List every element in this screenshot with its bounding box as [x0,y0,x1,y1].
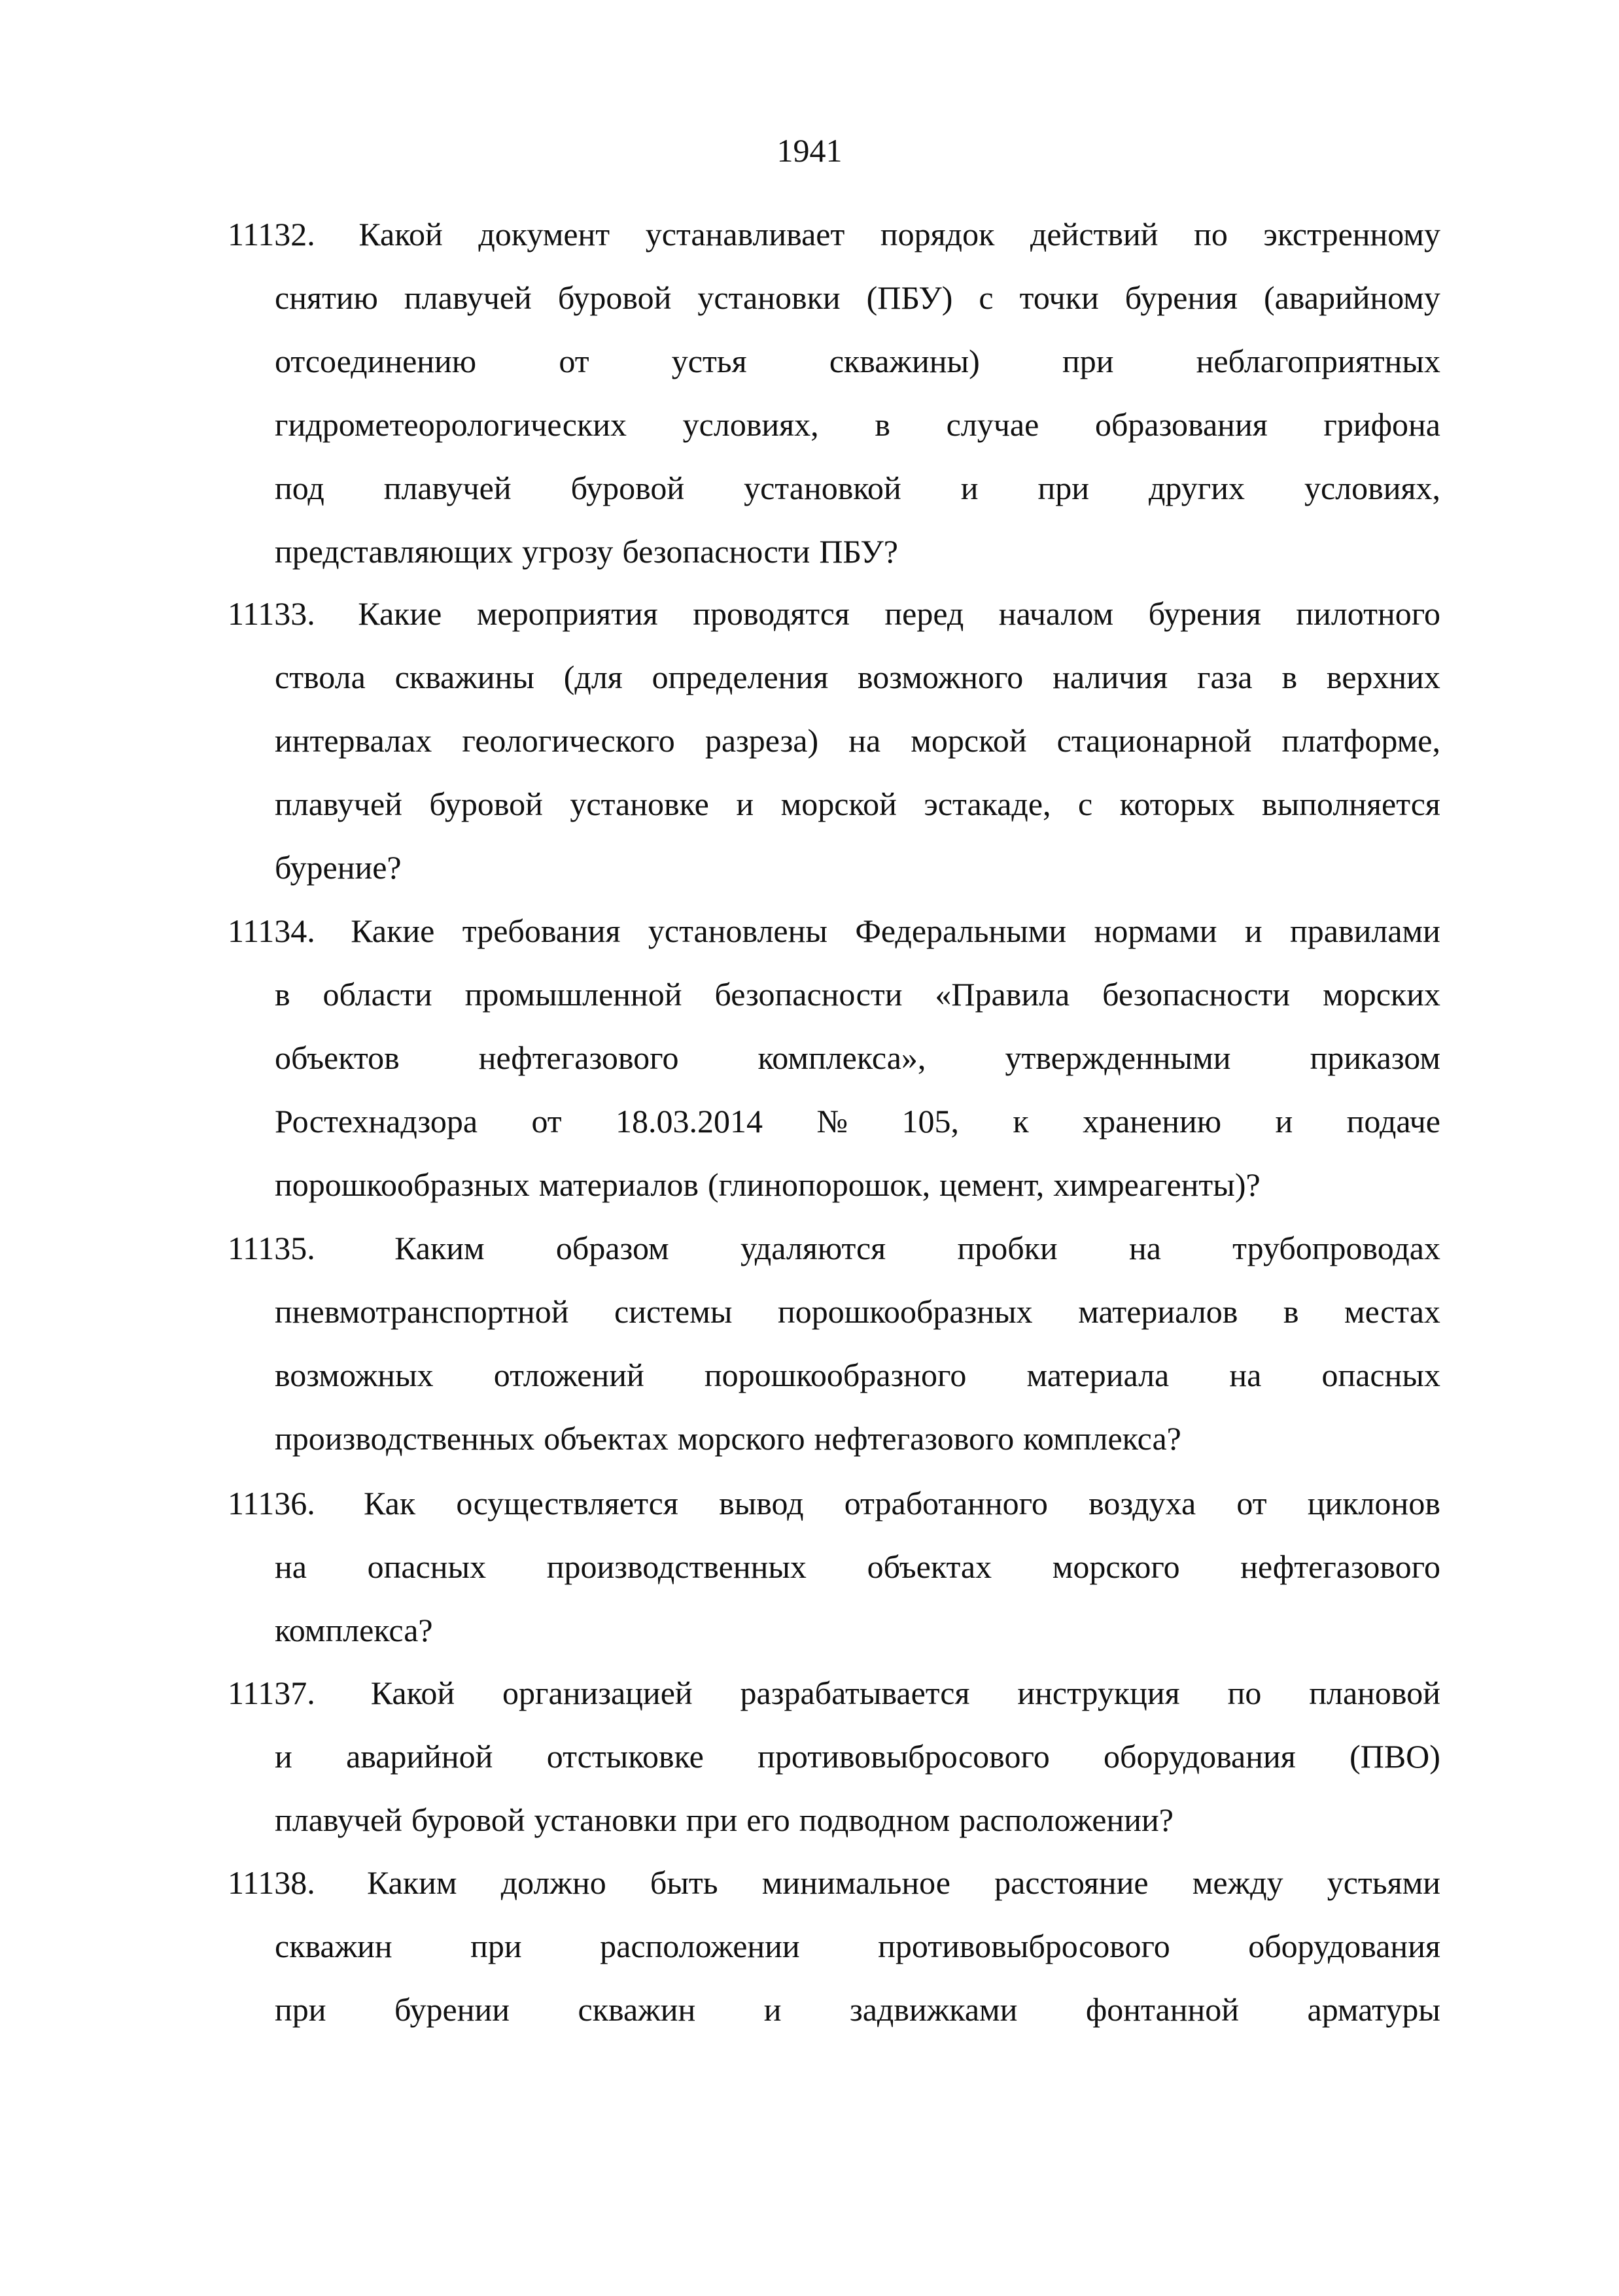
question-word: (ПБУ) [866,279,953,316]
question-word: на [848,722,881,759]
question-line [275,393,1440,457]
question-word: выполняется [1262,786,1440,822]
question-word: бурении [394,1991,510,2028]
question-word: нефтегазового [814,1420,1015,1457]
question-line [275,646,1440,709]
question-word: отстыковке [546,1738,704,1775]
question-word: возможных [275,1357,434,1393]
question-word: должно [500,1864,606,1901]
question-number: 11132. [228,216,315,252]
question-word: которых [1119,786,1235,822]
question-word: арматуры [1307,1991,1440,2028]
question-line [275,520,1440,583]
question-word: гидрометеорологических [275,406,627,443]
question-word: буровой [411,1801,525,1838]
question-word: установки [697,279,841,316]
question-word: расположении? [959,1801,1174,1838]
question-word: 18.03.2014 [616,1103,763,1139]
question-word: отложений [493,1357,644,1393]
question-line [228,1661,1440,1725]
question-word: безопасности [622,533,810,570]
question-word: пневмотранспортной [275,1293,569,1330]
question-word: и [960,470,979,506]
question-line [275,836,1440,899]
question-number: 11138. [228,1864,315,1901]
question-word: утвержденными [1005,1039,1231,1076]
question-word: (глинопорошок, [707,1166,931,1203]
question-word: в [1281,659,1298,695]
question-word: безопасности [1102,976,1291,1013]
question-word: объектах [544,1420,669,1457]
question-word: инструкция [1017,1675,1180,1711]
question-word: опасных [367,1548,487,1585]
question-word: нормами [1094,913,1217,949]
question-word: материалов [538,1166,699,1203]
question-line [228,1851,1440,1915]
question-word: других [1148,470,1245,506]
question-line [228,203,1440,266]
question-line [228,582,1440,646]
question-word: вывод [719,1485,804,1522]
question-word: комплекса», [757,1039,926,1076]
question-word: грифона [1323,406,1440,443]
question-word: задвижками [849,1991,1018,2028]
question-word: (для [563,659,623,695]
question-word: системы [614,1293,733,1330]
question-word: хранению [1083,1103,1222,1139]
question-word: и [763,1991,782,2028]
question-word: установке [570,786,709,822]
question-line [275,1978,1440,2042]
question-word: ПБУ? [819,533,898,570]
question-line [275,1915,1440,1978]
question-word: скважин [275,1928,392,1964]
question-word: 105, [901,1103,960,1139]
question-word: «Правила [935,976,1070,1013]
question-word: при [275,1991,326,2028]
question-word: материалов [1078,1293,1238,1330]
question-word: химреагенты)? [1053,1166,1261,1203]
question-word: порошкообразного [704,1357,967,1393]
question-word: верхних [1326,659,1440,695]
question-line [275,330,1440,393]
question-word: устья [671,343,747,379]
question-item [228,582,1440,899]
question-word: расположении [600,1928,800,1964]
question-word: Федеральными [855,913,1067,949]
question-line [275,709,1440,773]
question-word: фонтанной [1085,1991,1239,2028]
question-word: быть [650,1864,718,1901]
question-word: и [736,786,754,822]
question-word: материала [1026,1357,1170,1393]
question-word: между [1192,1864,1283,1901]
question-word: документ [478,216,610,252]
question-word: приказом [1310,1039,1440,1076]
question-word: действий [1030,216,1158,252]
question-word: скважины) [829,343,980,379]
question-word: порошкообразных [777,1293,1033,1330]
question-word: промышленной [464,976,682,1013]
question-word: образом [555,1230,669,1266]
question-word: подводном [799,1801,950,1838]
question-word: экстренному [1263,216,1440,252]
question-word: угрозу [522,533,614,570]
question-word: на [1128,1230,1161,1266]
question-word: установлены [648,913,827,949]
question-item [228,1851,1440,2042]
question-word: трубопроводах [1232,1230,1440,1266]
question-word: области [322,976,432,1013]
question-word: с [1078,786,1093,822]
question-number: 11136. [228,1485,315,1522]
question-word: скважин [578,1991,696,2028]
question-word: при [1062,343,1114,379]
question-word: условиях, [682,406,819,443]
question-word: Какой [370,1675,455,1711]
question-word: от [559,343,589,379]
question-word: и [275,1738,292,1775]
question-line [228,1217,1440,1280]
question-word: плавучей [275,1801,402,1838]
question-word: плановой [1309,1675,1440,1711]
question-word: бурения [1148,595,1261,632]
question-word: при [470,1928,522,1964]
question-word: пробки [957,1230,1058,1266]
question-word: комплекса? [1023,1420,1181,1457]
question-word: Ростехнадзора [275,1103,478,1139]
question-word: при [1037,470,1090,506]
question-word: пилотного [1296,595,1440,632]
question-word: Как [363,1485,416,1522]
question-line [275,1788,1440,1852]
question-item [228,203,1440,583]
question-word: оборудования [1248,1928,1440,1964]
question-word: установки [534,1801,677,1838]
question-word: комплекса? [275,1612,433,1648]
question-word: и [1244,913,1262,949]
question-word: морского [1052,1548,1180,1585]
question-word: стационарной [1056,722,1252,759]
question-word: нефтегазового [478,1039,679,1076]
question-word: в [875,406,890,443]
question-word: морских [1323,976,1440,1013]
question-line [275,1026,1440,1090]
question-word: (ПВО) [1349,1738,1440,1775]
question-word: точки [1019,279,1099,316]
question-line [275,773,1440,836]
question-word: Каким [366,1864,457,1901]
question-line [275,1535,1440,1599]
question-word: устанавливает [645,216,845,252]
question-word: морского [677,1420,805,1457]
question-word: с [979,279,994,316]
question-word: газа [1196,659,1253,695]
question-number: 11137. [228,1675,315,1711]
question-word: морской [780,786,897,822]
question-word: порошкообразных [275,1166,530,1203]
question-word: геологического [462,722,675,759]
question-word: на [1229,1357,1262,1393]
question-word: интервалах [275,722,432,759]
question-item [228,1661,1440,1852]
question-word: объектах [867,1548,992,1585]
question-word: определения [652,659,829,695]
question-word: требования [462,913,621,949]
question-word: эстакаде, [924,786,1051,822]
question-word: устьями [1327,1864,1440,1901]
question-number: 11133. [228,595,315,632]
question-word: наличия [1053,659,1168,695]
question-word: разрабатывается [740,1675,970,1711]
question-word: под [275,470,324,506]
question-word: плавучей [383,470,512,506]
question-line [275,1599,1440,1662]
question-word: возможного [858,659,1024,695]
question-word: организацией [502,1675,693,1711]
question-word: № [816,1103,848,1139]
question-word: буровой [557,279,672,316]
question-word: безопасности [714,976,903,1013]
question-word: минимальное [761,1864,950,1901]
question-word: правилами [1290,913,1440,949]
question-word: по [1227,1675,1262,1711]
question-line [275,1407,1440,1470]
question-word: местах [1344,1293,1440,1330]
question-word: подаче [1346,1103,1440,1139]
question-word: отработанного [844,1485,1048,1522]
question-word: на [275,1548,307,1585]
question-line [275,1280,1440,1344]
question-word: неблагоприятных [1196,343,1440,379]
question-word: от [531,1103,562,1139]
question-word: воздуха [1088,1485,1196,1522]
question-word: Какой [358,216,443,252]
question-word: платформе, [1281,722,1440,759]
question-word: производственных [546,1548,807,1585]
question-word: в [275,976,290,1013]
question-word: его [746,1801,790,1838]
question-line [228,1472,1440,1535]
question-line [275,1725,1440,1788]
question-word: Каким [394,1230,485,1266]
question-word: перед [884,595,964,632]
question-word: противовыбросового [878,1928,1170,1964]
question-item [228,899,1440,1217]
question-word: цемент, [939,1166,1045,1203]
question-word: при [686,1801,738,1838]
page-number: 1941 [776,132,843,169]
question-word: мероприятия [476,595,658,632]
question-word: нефтегазового [1240,1548,1440,1585]
question-word: установкой [744,470,901,506]
question-word: скважины [394,659,534,695]
question-word: морской [911,722,1027,759]
question-line [275,457,1440,520]
question-line [275,1344,1440,1407]
question-word: Какие [351,913,435,949]
question-number: 11135. [228,1230,315,1266]
question-word: в [1283,1293,1299,1330]
question-word: Какие [358,595,442,632]
question-word: бурение? [275,849,402,886]
question-line [275,1153,1440,1217]
question-word: и [1275,1103,1293,1139]
question-word: противовыбросового [757,1738,1050,1775]
question-word: буровой [429,786,543,822]
question-word: (аварийному [1263,279,1440,316]
question-word: к [1013,1103,1029,1139]
question-word: отсоединению [275,343,477,379]
question-word: проводятся [693,595,850,632]
question-line [275,266,1440,330]
question-word: ствола [275,659,366,695]
question-word: циклонов [1307,1485,1440,1522]
question-number: 11134. [228,913,315,949]
question-word: началом [998,595,1114,632]
question-line [275,963,1440,1026]
question-line [275,1090,1440,1153]
question-item [228,1472,1440,1662]
question-word: представляющих [275,533,514,570]
question-word: бурения [1124,279,1238,316]
question-word: от [1236,1485,1267,1522]
question-word: аварийной [346,1738,493,1775]
question-word: по [1194,216,1228,252]
question-word: опасных [1321,1357,1440,1393]
question-word: разреза) [705,722,819,759]
question-line [228,899,1440,963]
question-word: плавучей [404,279,532,316]
question-word: плавучей [275,786,402,822]
question-word: буровой [570,470,685,506]
question-word: производственных [275,1420,535,1457]
question-word: оборудования [1104,1738,1296,1775]
question-word: порядок [880,216,995,252]
question-word: образования [1094,406,1268,443]
question-word: расстояние [994,1864,1149,1901]
question-word: осуществляется [456,1485,678,1522]
question-word: объектов [275,1039,400,1076]
question-word: удаляются [740,1230,886,1266]
question-item [228,1217,1440,1470]
question-word: снятию [275,279,378,316]
question-word: случае [946,406,1039,443]
question-word: условиях, [1304,470,1440,506]
